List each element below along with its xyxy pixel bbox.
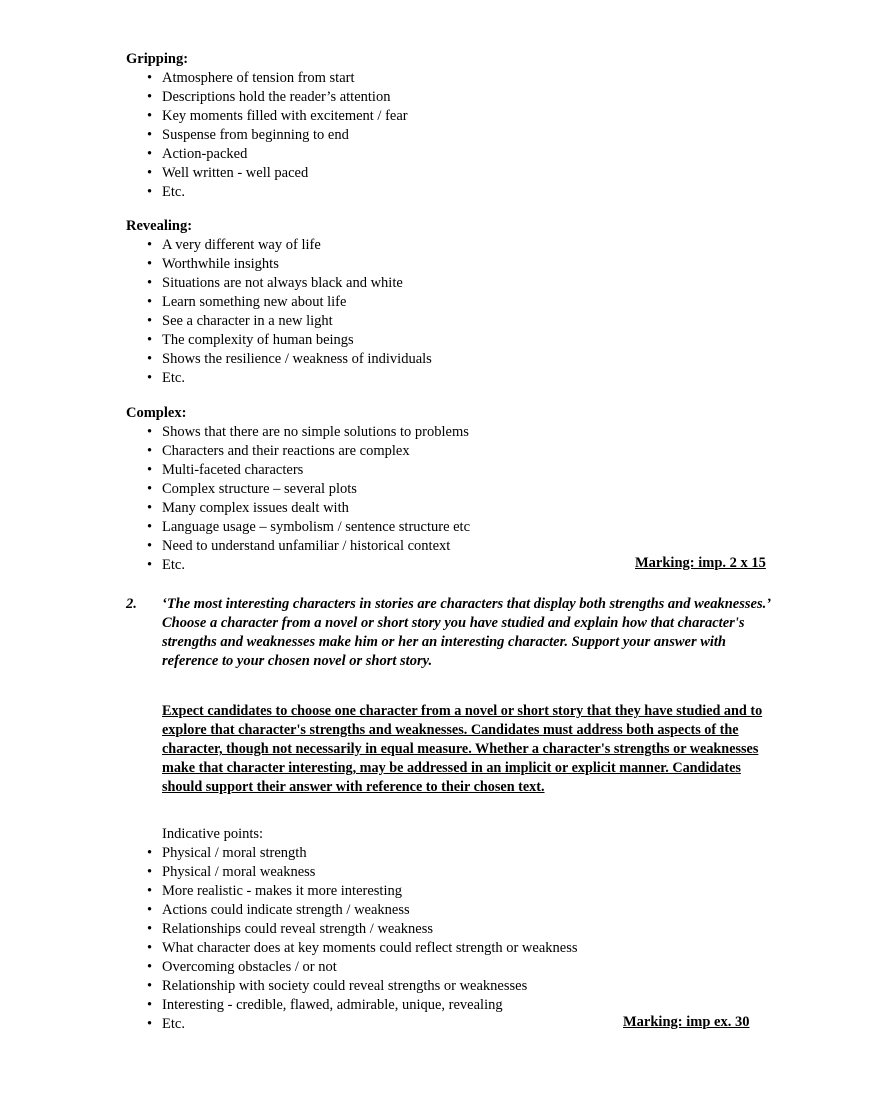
list-item: • Complex structure – several plots [126, 480, 786, 499]
question-number: 2. [126, 596, 137, 612]
section-complex [126, 404, 786, 575]
complex-list [126, 423, 786, 575]
section-gripping [126, 50, 786, 202]
marker-instruction: Expect candidates to choose one character from a novel or short story that they have studied and to explore that character's strengths and weaknesses. Candidates must address both aspects of the character, though not necessarily in equal measure. Whether a character's strengths or weaknesses make that character interesting, may be addressed in an implicit or explicit manner. Candidates should support their answer with reference to their chosen text. [162, 703, 763, 795]
list-item: • Atmosphere of tension from start [126, 69, 786, 88]
list-item: • Physical / moral weakness [126, 863, 766, 882]
list-item: • Etc. [126, 556, 786, 575]
list-item: • Key moments filled with excitement / fear [126, 107, 786, 126]
list-item: • Learn something new about life [126, 293, 786, 312]
list-item: • The complexity of human beings [126, 331, 786, 350]
list-item: • Need to understand unfamiliar / historical context [126, 537, 786, 556]
list-item: • Suspense from beginning to end [126, 126, 786, 145]
section-revealing [126, 217, 786, 388]
section-heading-complex: Complex: [126, 405, 187, 421]
list-item: • Shows that there are no simple solutions to problems [126, 423, 786, 442]
list-item: • See a character in a new light [126, 312, 786, 331]
list-item: • Multi-faceted characters [126, 461, 786, 480]
list-item: • More realistic - makes it more interesting [126, 882, 766, 901]
section-heading-revealing: Revealing: [126, 218, 193, 234]
list-item: • Overcoming obstacles / or not [126, 958, 766, 977]
list-item: • Etc. [126, 183, 786, 202]
list-item: • Language usage – symbolism / sentence structure etc [126, 518, 786, 537]
question-text: ‘The most interesting characters in stories are characters that display both strengths and weaknesses.’ Choose a character from a novel or short story you have studied and explain how that character's strengths and weaknesses make him or her an interesting character. Support your answer with reference to your chosen novel or short story. [162, 596, 770, 669]
marking-note-q1: Marking: imp. 2 x 15 [635, 555, 766, 571]
section-heading-gripping: Gripping: [126, 51, 189, 67]
list-item: • Worthwhile insights [126, 255, 786, 274]
list-item: • Descriptions hold the reader’s attention [126, 88, 786, 107]
list-item: • Etc. [126, 1015, 766, 1034]
indicative-points-list [126, 844, 766, 1034]
list-item: • Situations are not always black and white [126, 274, 786, 293]
indicative-points-label: Indicative points: [162, 826, 264, 842]
list-item: • What character does at key moments could reflect strength or weakness [126, 939, 766, 958]
list-item: • Relationship with society could reveal strengths or weaknesses [126, 977, 766, 996]
marking-note-q2: Marking: imp ex. 30 [623, 1014, 750, 1030]
revealing-list [126, 236, 786, 388]
list-item: • Action-packed [126, 145, 786, 164]
list-item: • Shows the resilience / weakness of individuals [126, 350, 786, 369]
list-item: • Interesting - credible, flawed, admirable, unique, revealing [126, 996, 766, 1015]
list-item: • Actions could indicate strength / weakness [126, 901, 766, 920]
list-item: • A very different way of life [126, 236, 786, 255]
list-item: • Many complex issues dealt with [126, 499, 786, 518]
list-item: • Characters and their reactions are complex [126, 442, 786, 461]
list-item: • Etc. [126, 369, 786, 388]
list-item: • Well written - well paced [126, 164, 786, 183]
list-item: • Physical / moral strength [126, 844, 766, 863]
gripping-list [126, 69, 786, 202]
list-item: • Relationships could reveal strength / weakness [126, 920, 766, 939]
